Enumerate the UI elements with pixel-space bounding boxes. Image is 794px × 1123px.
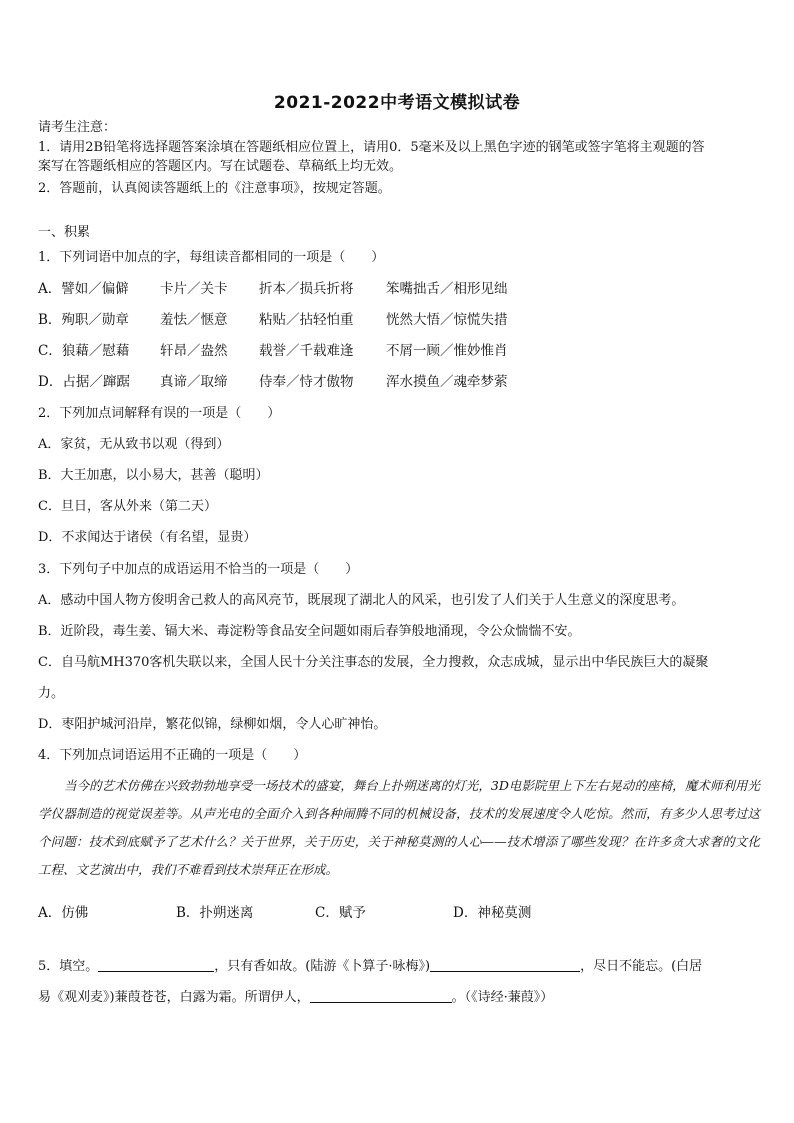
q5-blank-3[interactable] bbox=[310, 988, 452, 1003]
q1-option-d-4: 浑水摸鱼／魂牵梦萦 bbox=[386, 374, 508, 390]
q1-option-a-3: 折本／损兵折将 bbox=[259, 281, 354, 297]
q5-text-5: 。（《诗经·蒹葭》） bbox=[451, 990, 554, 1005]
q1-option-c-1: C．狼藉／慰藉 bbox=[38, 343, 130, 359]
q4-stem: 4．下列加点词语运用不正确的一项是（ ） bbox=[38, 748, 307, 763]
q1-stem: 1．下列词语中加点的字，每组读音都相同的一项是（ ） bbox=[38, 250, 385, 265]
q1-option-c-2: 轩昂／盎然 bbox=[160, 343, 228, 359]
page-title: 2021-2022中考语文模拟试卷 bbox=[273, 93, 521, 113]
q3-option-a: A．感动中国人物方俊明舍己救人的高风亮节，既展现了湖北人的风采，也引发了人们关于人生意义的深度思考。 bbox=[38, 593, 685, 608]
q2-option-a: A．家贫，无从致书以观（得到） bbox=[38, 437, 230, 452]
q5-text-2: ，只有香如故。(陆游《卜算子·咏梅》) bbox=[214, 959, 431, 974]
q1-option-c-3: 载誉／千载难逢 bbox=[259, 343, 354, 359]
q2-option-c: C．旦日，客从外来（第二天） bbox=[38, 499, 217, 514]
q5-blank-2[interactable] bbox=[430, 957, 580, 972]
q5-text-3: ，尽日不能忘。(白居 bbox=[580, 959, 703, 974]
q2-option-b: B．大王加惠，以小易大，甚善（聪明） bbox=[38, 468, 269, 483]
q1-option-d-2: 真谛／取缔 bbox=[160, 374, 228, 390]
q1-option-b-3: 粘贴／拈轻怕重 bbox=[259, 312, 354, 328]
q5-line-2 bbox=[38, 988, 760, 1008]
notice-item-1-cont: 案写在答题纸相应的答题区内。写在试题卷、草稿纸上均无效。 bbox=[38, 159, 403, 174]
q4-option-c: C．赋予 bbox=[315, 905, 366, 921]
q1-option-d-3: 侍奉／恃才傲物 bbox=[259, 374, 354, 390]
q1-option-d-1: D．占据／蹿踞 bbox=[38, 374, 130, 390]
notice-heading: 请考生注意： bbox=[38, 120, 117, 135]
q3-option-c-cont: 力。 bbox=[38, 686, 65, 701]
q1-option-b-4: 恍然大悟／惊慌失措 bbox=[386, 312, 508, 328]
q5-line-1 bbox=[38, 957, 760, 977]
q1-option-a-2: 卡片／关卡 bbox=[160, 281, 228, 297]
q1-option-c-4: 不屑一顾／惟妙惟肖 bbox=[386, 343, 508, 359]
q4-option-d: D．神秘莫测 bbox=[453, 905, 532, 921]
notice-item-2: 2．答题前，认真阅读答题纸上的《注意事项》，按规定答题。 bbox=[38, 181, 391, 196]
notice-item-1: 1．请用2B铅笔将选择题答案涂填在答题纸相应位置上，请用0．5毫米及以上黑色字迹的钢笔或签字笔将主观题的答 bbox=[38, 140, 705, 155]
q2-option-d: D．不求闻达于诸侯（有名望，显贵） bbox=[38, 530, 257, 545]
q4-passage: 当今的艺术仿佛在兴致勃勃地享受一场技术的盛宴，舞台上扑朔迷离的灯光，3D电影院里上下左右晃动的座椅，魔术师利用光学仪器制造的视觉误差等。从声光电的全面介入到各种闹腾不同的机械设备，技术的发展速度令人吃惊。然而，有多少人思考过这个问题：技术到底赋予了艺术什么？关于世界，关于历史，关于神秘莫测的人心——技术增添了哪些发现？在许多贪大求奢的文化工程、文艺演出中，我们不难看到技术崇拜正在形成。 bbox=[38, 778, 760, 877]
q5-blank-1[interactable] bbox=[98, 957, 214, 972]
q1-option-a-4: 笨嘴拙舌／相形见绌 bbox=[386, 281, 508, 297]
q4-option-a: A．仿佛 bbox=[38, 905, 89, 921]
q1-option-b-1: B．殉职／勋章 bbox=[38, 312, 129, 328]
q5-label: 5．填空。 bbox=[38, 959, 99, 974]
q1-option-a-1: A．譬如／偏僻 bbox=[38, 281, 129, 297]
q3-option-d: D．枣阳护城河沿岸，繁花似锦，绿柳如烟，令人心旷神怡。 bbox=[38, 717, 387, 732]
q3-stem: 3．下列句子中加点的成语运用不恰当的一项是（ ） bbox=[38, 562, 359, 577]
q4-option-b: B．扑朔迷离 bbox=[176, 905, 254, 921]
q1-option-b-2: 羞怯／惬意 bbox=[160, 312, 228, 328]
q3-option-b: B．近阶段，毒生姜、镉大米、毒淀粉等食品安全问题如雨后春笋般地涌现，令公众惴惴不安。 bbox=[38, 624, 581, 639]
q3-option-c: C．自马航MH370客机失联以来，全国人民十分关注事态的发展，全力搜救，众志成城，显示出中华民族巨大的凝聚 bbox=[38, 655, 709, 670]
section-heading: 一、积累 bbox=[38, 225, 91, 240]
q5-text-4: 易《观刈麦》)蒹葭苍苍，白露为霜。所谓伊人， bbox=[38, 990, 310, 1005]
q2-stem: 2．下列加点词解释有误的一项是（ ） bbox=[38, 406, 281, 421]
